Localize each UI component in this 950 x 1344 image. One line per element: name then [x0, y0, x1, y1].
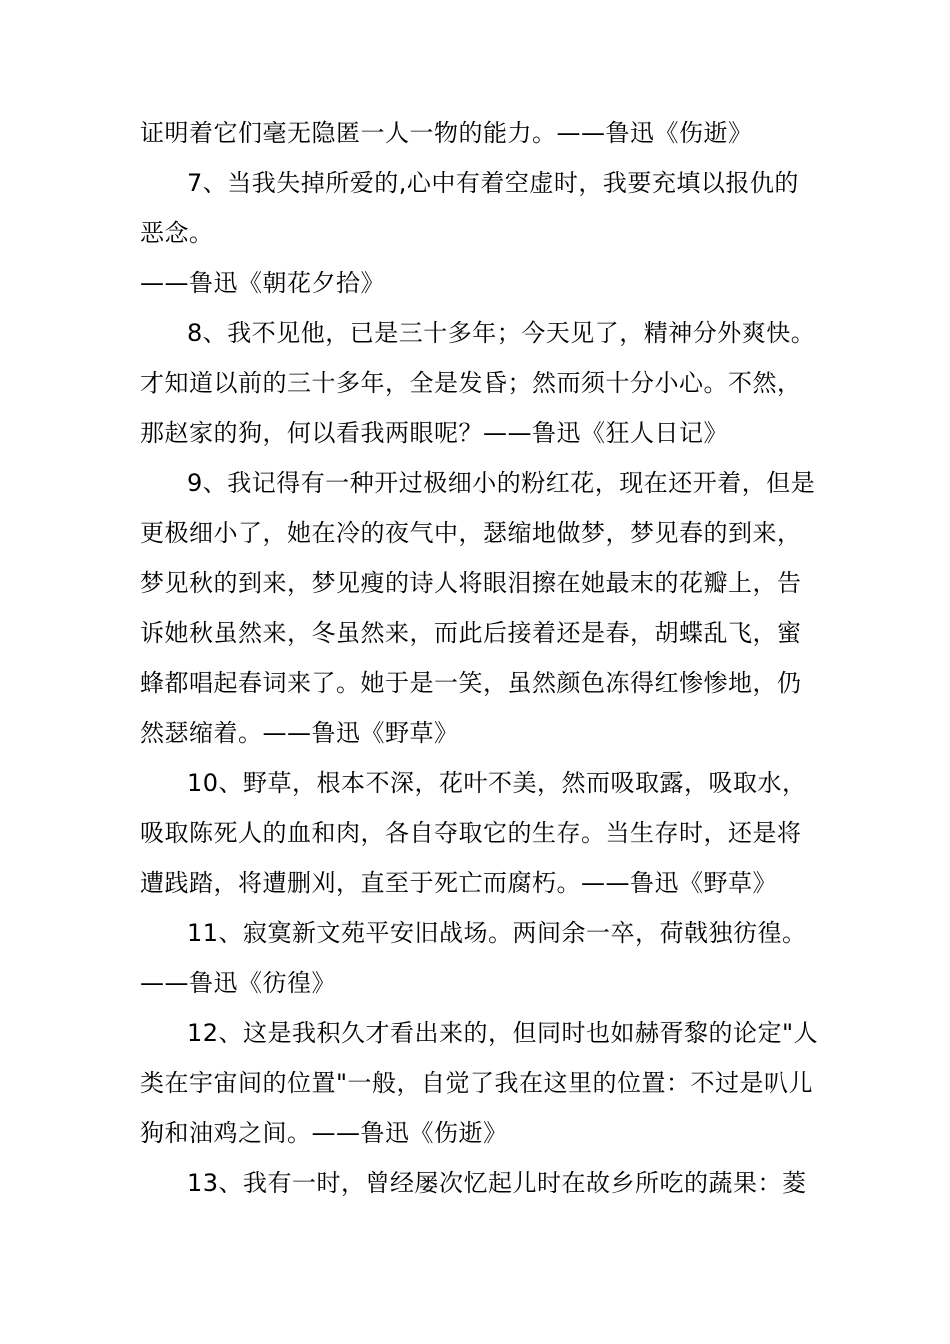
text-line: 更极细小了，她在冷的夜气中，瑟缩地做梦，梦见春的到来， [140, 519, 802, 547]
quote-13-line: 13、我有一时，曾经屡次忆起儿时在故乡所吃的蔬果：菱 [187, 1169, 807, 1197]
quote-12-line: 12、这是我积久才看出来的，但同时也如赫胥黎的论定"人 [187, 1019, 819, 1047]
quote-10-line: 10、野草，根本不深，花叶不美，然而吸取露，吸取水， [187, 769, 807, 797]
text-line: 蜂都唱起春词来了。她于是一笑，虽然颜色冻得红惨惨地，仍 [140, 669, 802, 697]
text-line: 恶念。 [140, 219, 214, 247]
text-line: 证明着它们毫无隐匿一人一物的能力。——鲁迅《伤逝》 [140, 119, 753, 147]
quote-11-line: 11、寂寞新文苑平安旧战场。两间余一卒，荷戟独彷徨。 [187, 919, 807, 947]
text-line: 遭践踏，将遭删刈，直至于死亡而腐朽。——鲁迅《野草》 [140, 869, 777, 897]
quote-7-line: 7、当我失掉所爱的,心中有着空虚时，我要充填以报仇的 [187, 169, 799, 197]
quote-8-line: 8、我不见他，已是三十多年；今天见了，精神分外爽快。 [187, 319, 816, 347]
text-line: 狗和油鸡之间。——鲁迅《伤逝》 [140, 1119, 508, 1147]
text-line: 类在宇宙间的位置"一般，自觉了我在这里的位置：不过是叭儿 [140, 1069, 814, 1097]
attribution-line: ——鲁迅《朝花夕拾》 [140, 269, 385, 297]
text-line: 梦见秋的到来，梦见瘦的诗人将眼泪擦在她最末的花瓣上，告 [140, 569, 802, 597]
text-line: 才知道以前的三十多年，全是发昏；然而须十分小心。不然， [140, 369, 802, 397]
quote-9-line: 9、我记得有一种开过极细小的粉红花，现在还开着，但是 [187, 469, 816, 497]
text-line: 那赵家的狗，何以看我两眼呢？——鲁迅《狂人日记》 [140, 419, 728, 447]
text-line: 吸取陈死人的血和肉，各自夺取它的生存。当生存时，还是将 [140, 819, 802, 847]
text-line: 然瑟缩着。——鲁迅《野草》 [140, 719, 459, 747]
attribution-line: ——鲁迅《彷徨》 [140, 969, 336, 997]
text-line: 诉她秋虽然来，冬虽然来，而此后接着还是春，胡蝶乱飞，蜜 [140, 619, 802, 647]
